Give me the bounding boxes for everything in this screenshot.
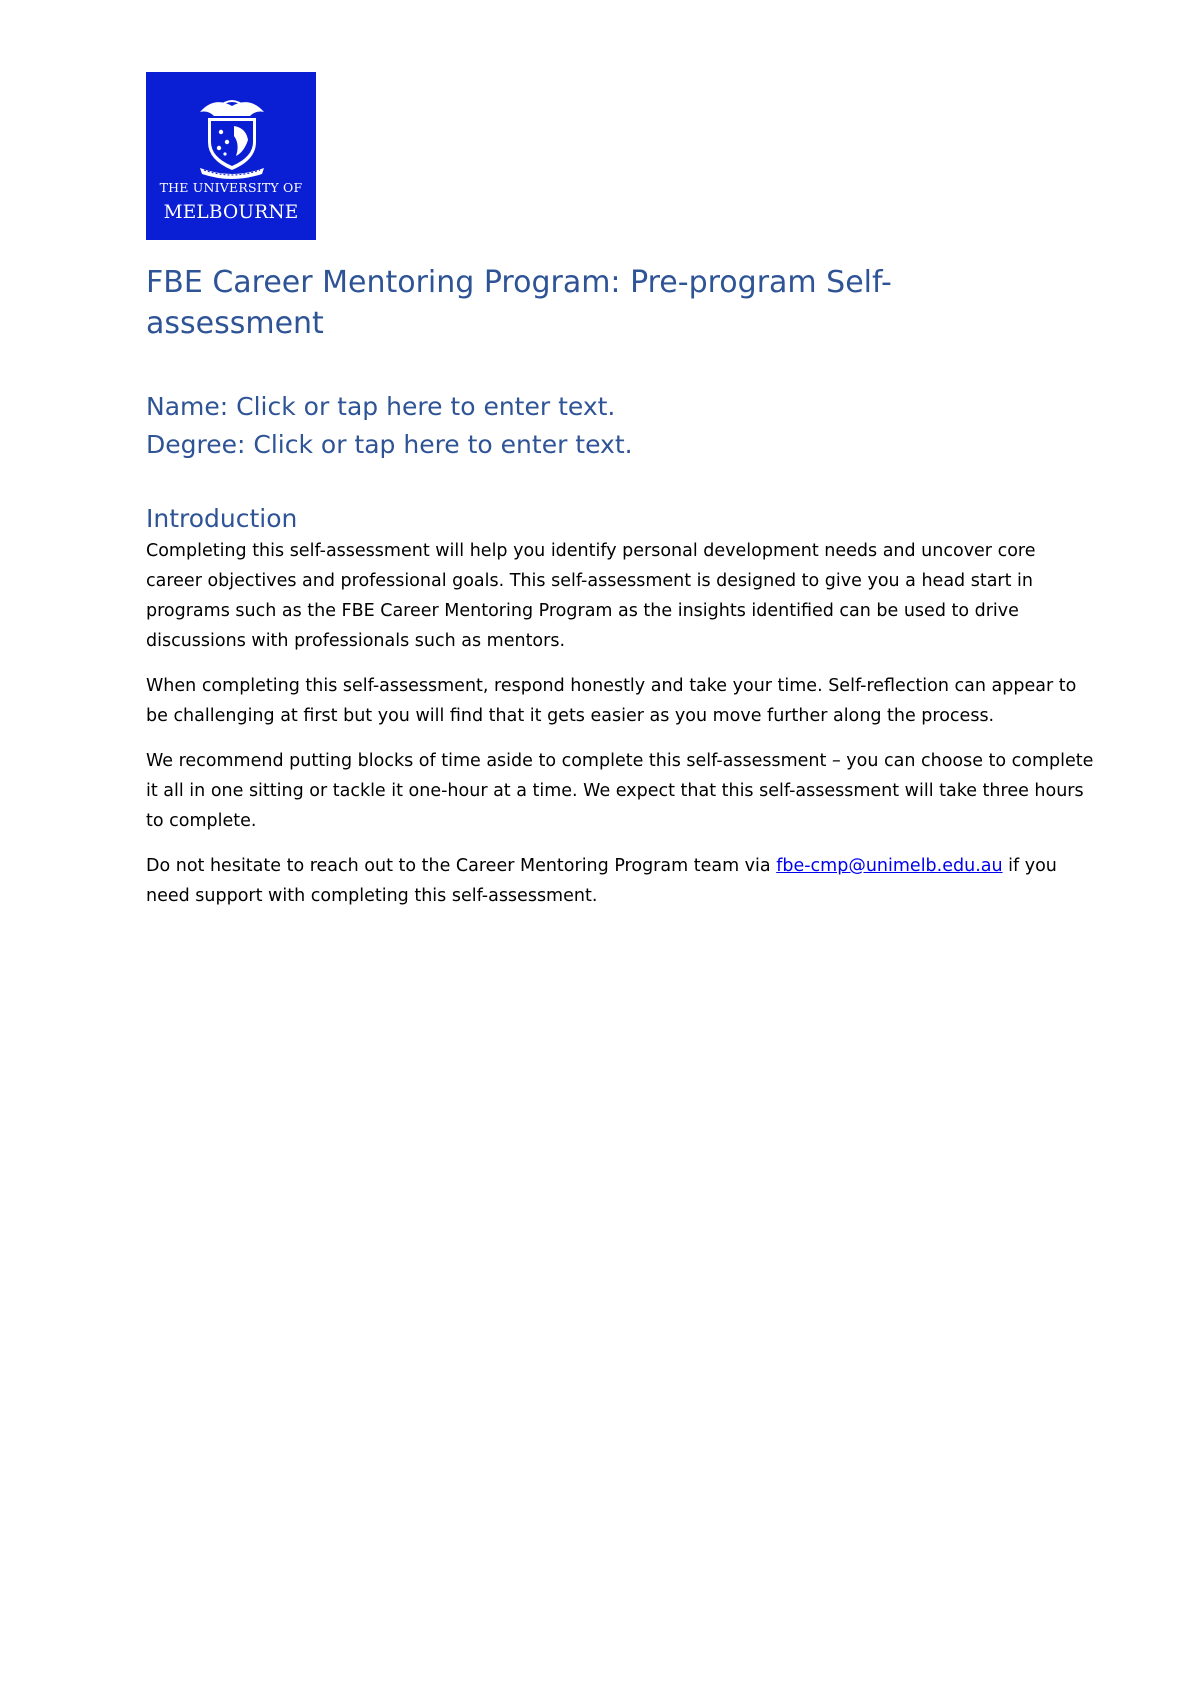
- crest-icon: [194, 90, 270, 180]
- name-placeholder[interactable]: Click or tap here to enter text.: [236, 392, 616, 421]
- degree-field[interactable]: [146, 428, 633, 462]
- contact-text-after: if you need support with completing this self-assessment.: [146, 856, 1057, 906]
- name-field[interactable]: [146, 390, 615, 424]
- contact-paragraph: [146, 851, 1096, 911]
- logo-melbourne-text: MELBOURNE: [163, 202, 299, 223]
- name-label: Name:: [146, 392, 229, 421]
- introduction-body: [146, 536, 1096, 926]
- contact-email-link[interactable]: fbe-cmp@unimelb.edu.au: [776, 856, 1003, 876]
- contact-text-before: Do not hesitate to reach out to the Career Mentoring Program team via: [146, 856, 771, 876]
- intro-paragraph: Completing this self-assessment will help you identify personal development needs and uncover core career objectives and professional goals. This self-assessment is designed to give you a head start in programs such as the FBE Career Mentoring Program as the insights identified can be used to drive discussions with professionals such as mentors.: [146, 541, 1036, 651]
- degree-label: Degree:: [146, 430, 246, 459]
- document-title: FBE Career Mentoring Program: Pre-program Self-assessment: [146, 265, 892, 341]
- introduction-heading: Introduction: [146, 504, 298, 533]
- degree-placeholder[interactable]: Click or tap here to enter text.: [253, 430, 633, 459]
- logo-university-text: THE UNIVERSITY OF: [159, 180, 303, 195]
- university-logo: [146, 72, 316, 240]
- intro-paragraph: We recommend putting blocks of time aside to complete this self-assessment – you can choose to complete it all in one sitting or tackle it one-hour at a time. We expect that this self-assessment will take three hours to complete.: [146, 751, 1094, 831]
- intro-paragraph: When completing this self-assessment, respond honestly and take your time. Self-reflection can appear to be challenging at first but you will find that it gets easier as you move further along the process.: [146, 676, 1077, 726]
